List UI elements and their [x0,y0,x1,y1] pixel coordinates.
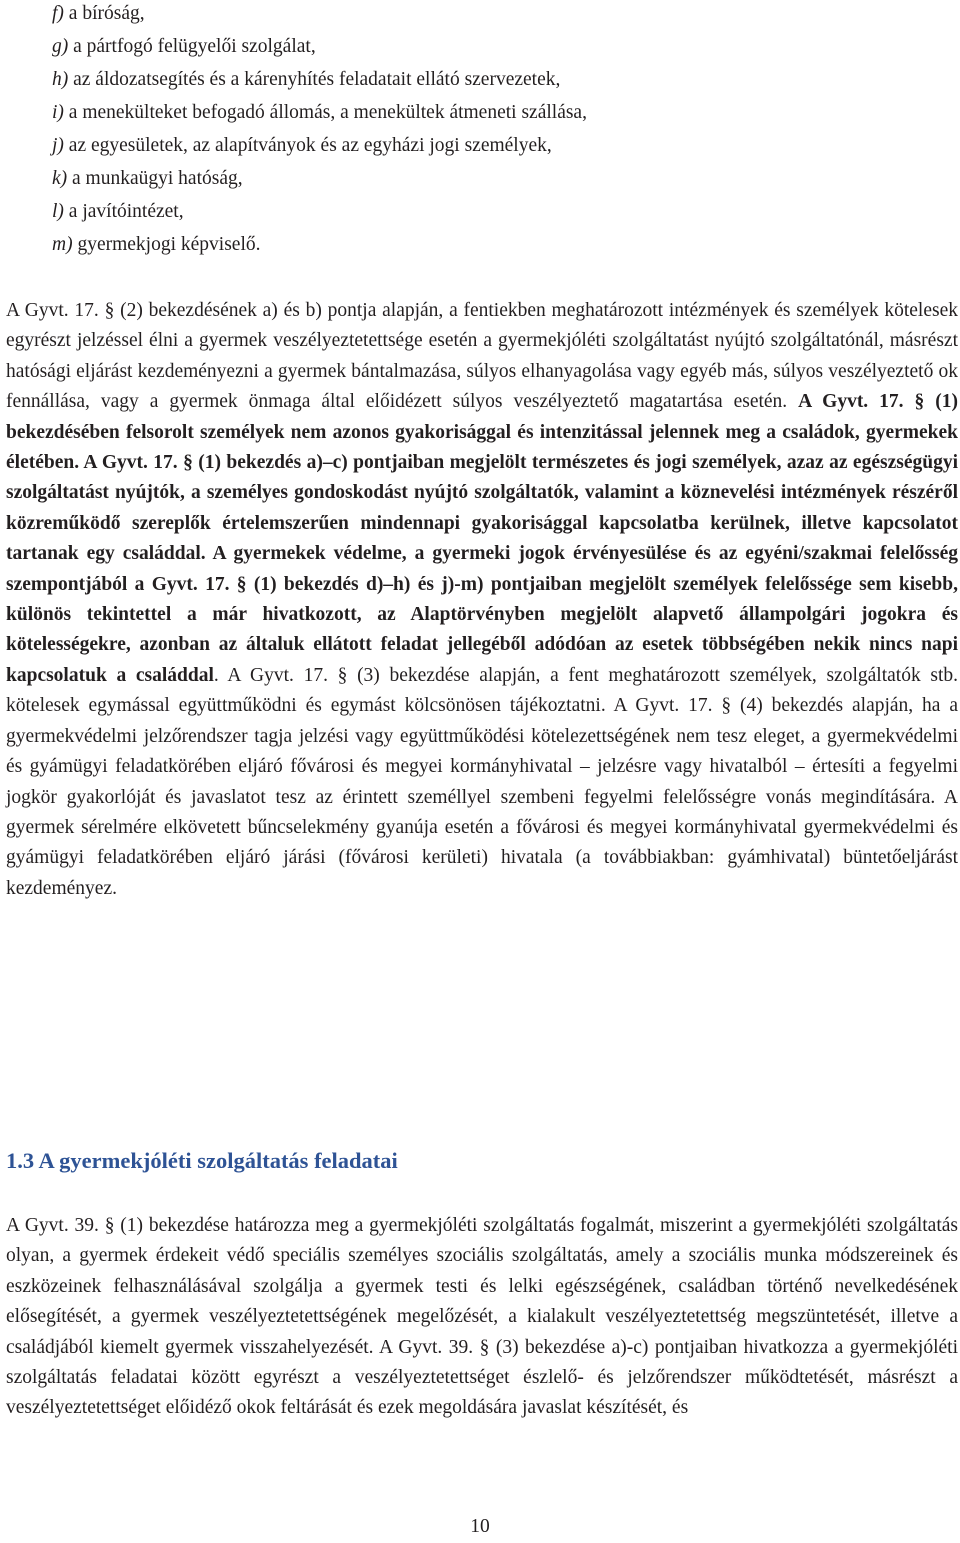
list-text: a menekülteket befogadó állomás, a menekültek átmeneti szállása, [68,102,587,123]
list-item [52,0,145,30]
list-marker: f) [52,3,64,24]
list-text: a pártfogó felügyelői szolgálat, [73,36,316,57]
list-text: a javítóintézet, [68,201,184,222]
paragraph-text-normal-continued: . A Gyvt. 17. § (3) bekezdése alapján, a fent meghatározott személyek, szolgáltatók stb. kötelesek egymással együttműködni és egymást kölcsönösen tájékoztatni. A Gyvt. 17. § (4) bekezdés alapján, ha a gyermekvédelmi jelzőrendszer tagja jelzési vagy együttműködési kötelezettségének nem tesz eleget, a gyermekvédelmi és gyámügyi feladatkörében eljáró fővárosi és megyei kormányhivatal – jelzésre vagy hivatalból – értesíti a fegyelmi jogkör gyakorlóját és javaslatot tesz az érintett személlyel szembeni fegyelmi felelősségre vonás megindítására. A gyermek sérelmére elkövetett bűncselekmény gyanúja esetén a fővárosi és megyei kormányhivatal gyermekvédelmi és gyámügyi feladatkörében eljáró járási (fővárosi kerületi) hivatala (a továbbiakban: gyámhivatal) büntetőeljárást kezdeményez. [6,664,958,899]
list-item [52,196,184,228]
list-marker: k) [52,168,68,189]
list-text: gyermekjogi képviselő. [77,234,261,255]
list-text: az áldozatsegítés és a kárenyhítés feladatait ellátó szervezetek, [73,69,561,90]
list-item [52,163,243,195]
list-item [52,64,560,96]
list-marker: g) [52,36,69,57]
paragraph-text-normal: A Gyvt. 17. § (2) bekezdésének a) és b) pontja alapján, a fentiekben meghatározott intézmények és személyek kötelesek egyrészt jelzéssel élni a gyermek veszélyeztetettsége esetén a gyermekjóléti szolgáltatást nyújtó szolgáltatónál, másrészt hatósági eljárást kezdeményezni a gyermek bántalmazása, súlyos elhanyagolása vagy egyéb más, súlyos veszélyeztető ok fennállása, vagy a gyermek önmaga által előidézett súlyos veszélyeztető magatartása esetén. [6,300,958,413]
section-heading: 1.3 A gyermekjóléti szolgáltatás feladatai [6,1148,398,1173]
list-item [52,97,587,129]
list-item [52,229,261,261]
list-item [52,31,316,63]
paragraph-gyvt-39: A Gyvt. 39. § (1) bekezdése határozza meg a gyermekjóléti szolgáltatás fogalmát, miszerint a gyermekjóléti szolgáltatás olyan, a gyermek érdekeit védő speciális személyes szociális szolgáltatás, amely a szociális munka módszereinek és eszközeinek felhasználásával szolgálja a gyermek testi és lelki egészségének, családban történő nevelkedésének elősegítését, a gyermek veszélyeztetettségének megelőzését, a kialakult veszélyeztetettség megszüntetését, illetve a családjából kiemelt gyermek visszahelyezését. A Gyvt. 39. § (3) bekezdése a)-c) pontjaiban hivatkozza a gyermekjóléti szolgáltatás feladatai között egyrészt a veszélyeztetettséget észlelő- és jelzőrendszer működtetését, másrészt a veszélyeztetettséget előidéző okok feltárását és ezek megoldására javaslat készítését, és [6,1215,958,1419]
page-number: 10 [470,1516,490,1537]
list-item [52,130,552,162]
list-text: a bíróság, [68,3,145,24]
list-marker: h) [52,69,69,90]
list-text: a munkaügyi hatóság, [72,168,243,189]
list-marker: i) [52,102,64,123]
list-marker: j) [52,135,64,156]
list-marker: m) [52,234,73,255]
list-marker: l) [52,201,64,222]
list-text: az egyesületek, az alapítványok és az egyházi jogi személyek, [68,135,552,156]
paragraph-text-bold: A Gyvt. 17. § (1) bekezdésében felsorolt személyek nem azonos gyakorisággal és intenzitással jelennek meg a családok, gyermekek életében. A Gyvt. 17. § (1) bekezdés a)–c) pontjaiban megjelölt természetes és jogi személyek, azaz az egészségügyi szolgáltatást nyújtók, a személyes gondoskodást nyújtó szolgáltatók, valamint a köznevelési intézmények részéről közreműködő szereplők értelemszerűen mindennapi gyakorisággal kapcsolatba kerülnek, illetve kapcsolatot tartanak egy családdal. A gyermekek védelme, a gyermeki jogok érvényesülése és az egyéni/szakmai felelősség szempontjából a Gyvt. 17. § (1) bekezdés d)–h) és j)-m) pontjaiban megjelölt személyek felelőssége sem kisebb, különös tekintettel a már hivatkozott, az Alaptörvényben megjelölt alapvető állampolgári jogokra és kötelességekre, azonban az általuk ellátott feladat jellegéből adódóan az esetek többségében nekik nincs napi kapcsolatuk a családdal [6,391,958,686]
paragraph-gyvt-17 [6,296,958,904]
